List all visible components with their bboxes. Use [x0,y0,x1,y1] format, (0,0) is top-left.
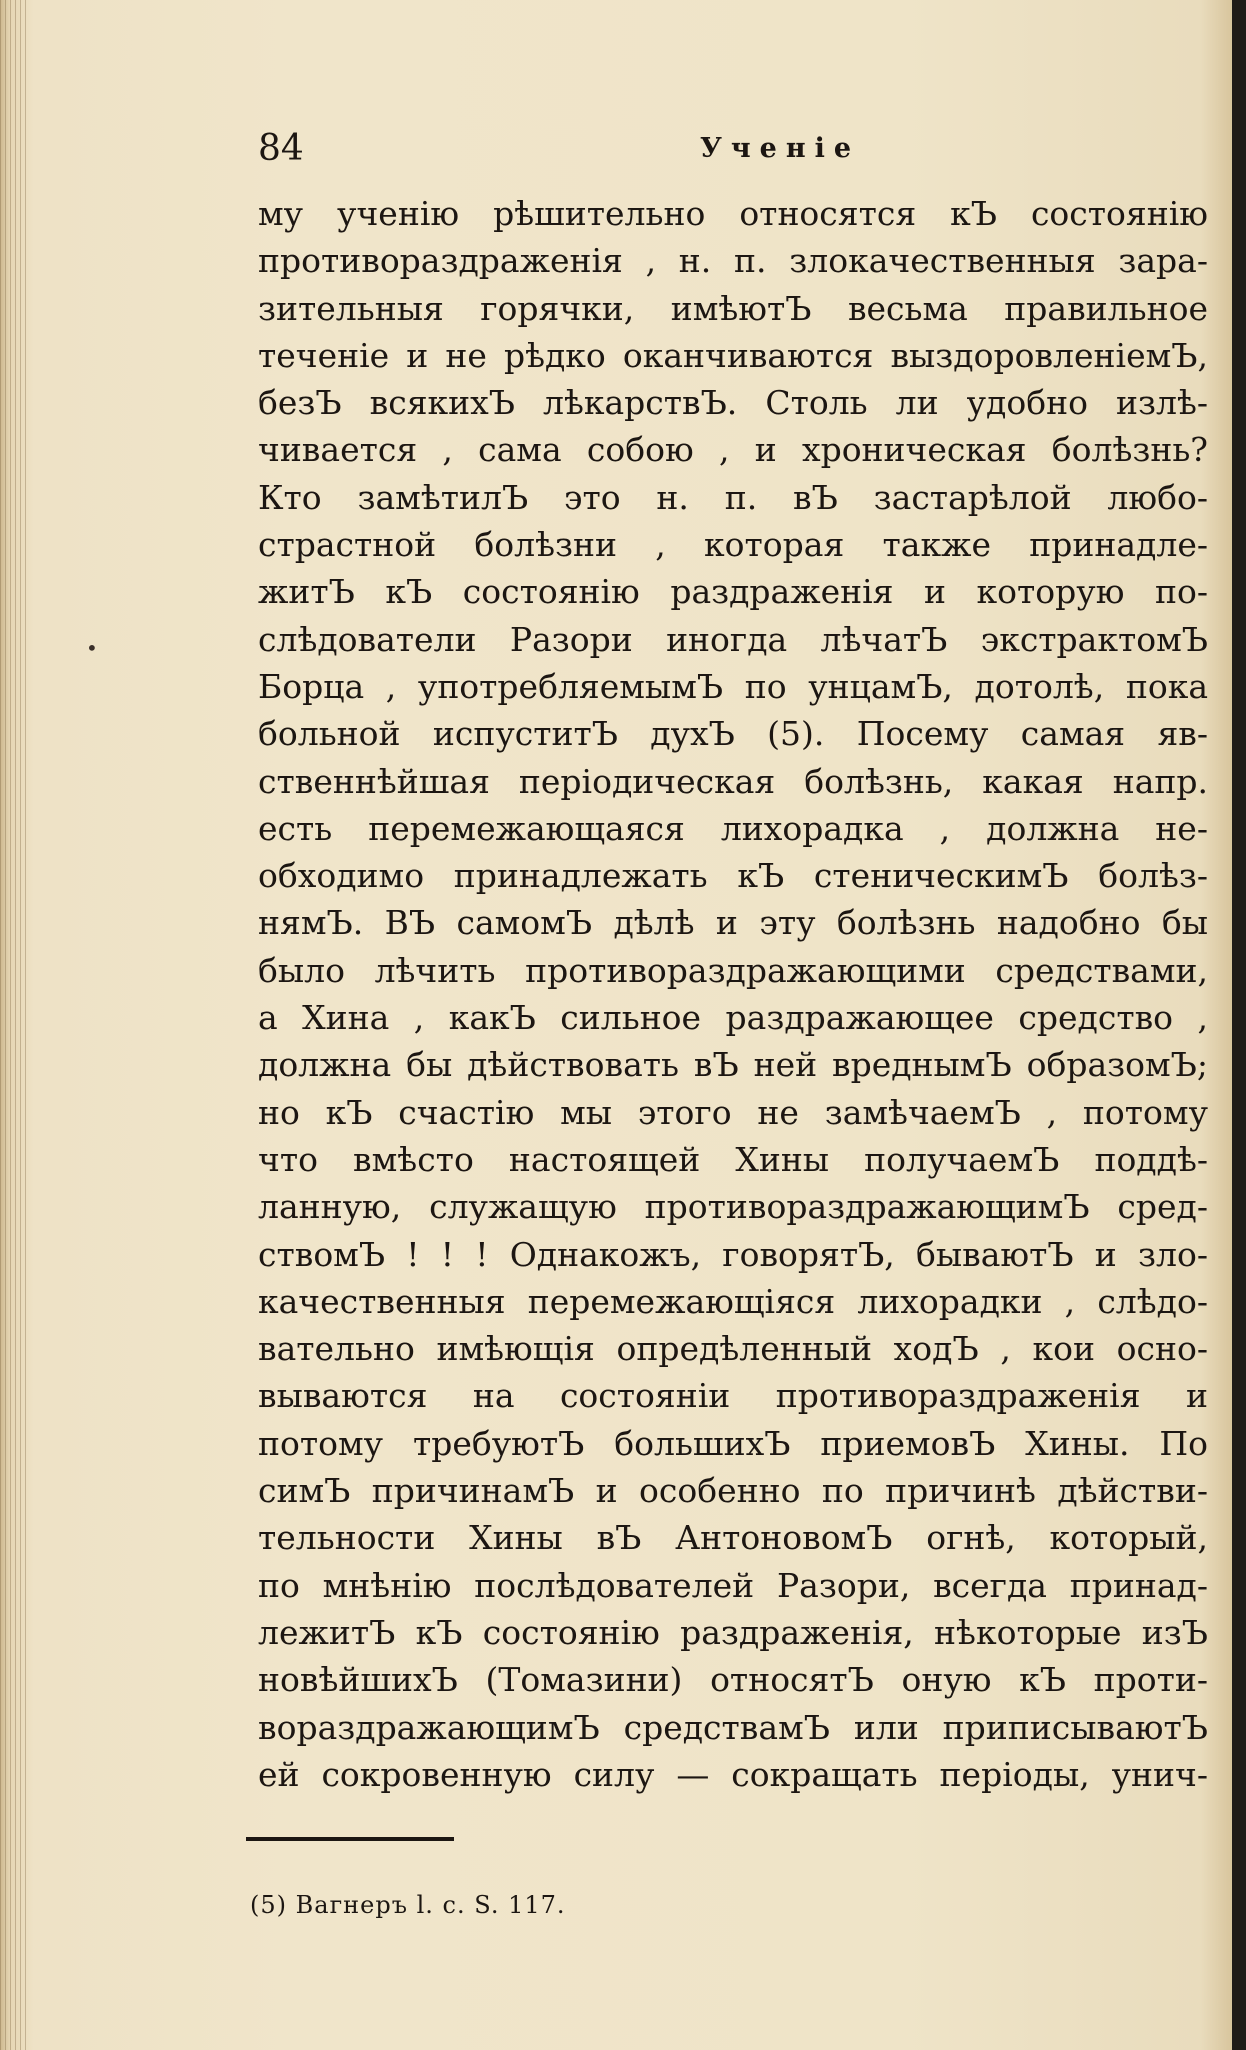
text-line: безЪ всякихЪ лѣкарствЪ. Столь ли удобно излѣ- [258,383,1208,423]
text-line: есть перемежающаяся лихорадка , должна не- [258,808,1208,848]
text-line: по мнѣнію послѣдователей Разори, всегда принад- [258,1565,1208,1605]
text-line: но кЪ счастію мы этого не замѣчаемЪ , потому [258,1092,1208,1132]
footnote-divider [246,1837,454,1841]
text-line: вораздражающимЪ средствамЪ или приписываютЪ [258,1707,1208,1747]
text-line: слѣдователи Разори иногда лѣчатЪ экстрактомЪ [258,619,1208,659]
text-line: новѣйшихЪ (Томазини) относятЪ оную кЪ проти- [258,1660,1208,1700]
page-number: 84 [258,128,304,169]
text-line: му ученію рѣшительно относятся кЪ состоянію [258,194,1208,233]
text-line: ственнѣйшая періодическая болѣзнь, какая напр. [258,761,1208,801]
text-line: ей сокровенную силу — сокращать періоды, унич- [258,1754,1208,1794]
text-line: Кто замѣтилЪ это н. п. вЪ застарѣлой любо- [258,477,1208,517]
text-line: житЪ кЪ состоянію раздраженія и которую по- [258,572,1208,612]
text-line: должна бы дѣйствовать вЪ ней вреднымЪ образомЪ; [258,1045,1208,1085]
text-line: потому требуютЪ большихЪ приемовЪ Хины. По [258,1423,1208,1463]
text-line: качественныя перемежающіяся лихорадки , слѣдо- [258,1281,1208,1321]
text-line: тельности Хины вЪ АнтоновомЪ огнѣ, который, [258,1518,1208,1558]
book-spine-edge [0,0,28,2050]
text-line: ланную, служащую противораздражающимЪ сред- [258,1187,1208,1227]
text-line: противораздраженія , н. п. злокачественныя зара- [258,241,1208,281]
text-line: чивается , сама собою , и хроническая болѣзнь? [258,430,1208,470]
text-line: больной испуститЪ духЪ (5). Посему самая яв- [258,714,1208,754]
text-line: вываются на состояніи противораздраженія и [258,1376,1208,1416]
text-line: зительныя горячки, имѣютЪ весьма правильное [258,288,1208,328]
text-line: а Хина , какЪ сильное раздражающее средство , [258,998,1208,1038]
running-title: Ученіе [699,133,861,164]
text-line: теченіе и не рѣдко оканчиваются выздоровленіемЪ, [258,335,1208,375]
text-line: симЪ причинамЪ и особенно по причинѣ дѣйстви- [258,1471,1208,1511]
text-line: ствомЪ ! ! ! Однакожъ, говорятЪ, бываютЪ и зло- [258,1234,1208,1274]
footnote: (5) Вагнеръ l. c. S. 117. [250,1891,566,1919]
page-header [258,124,1208,174]
text-line: было лѣчить противораздражающими средствами, [258,950,1208,990]
text-line: нямЪ. ВЪ самомЪ дѣлѣ и эту болѣзнь надобно бы [258,903,1208,943]
text-line: лежитЪ кЪ состоянію раздраженія, нѣкоторые изЪ [258,1612,1208,1652]
text-line: вательно имѣющія опредѣленный ходЪ , кои осно- [258,1329,1208,1369]
text-line: Борца , употребляемымЪ по унцамЪ, дотолѣ, пока [258,666,1208,706]
text-line: что вмѣсто настоящей Хины получаемЪ поддѣ- [258,1139,1208,1179]
body-text [258,190,1208,1798]
page-shadow-edge [1232,0,1246,2050]
ink-speck-icon: • [86,636,98,660]
text-line: страстной болѣзни , которая также принадле- [258,525,1208,565]
text-line: обходимо принадлежать кЪ стеническимЪ болѣз- [258,856,1208,896]
